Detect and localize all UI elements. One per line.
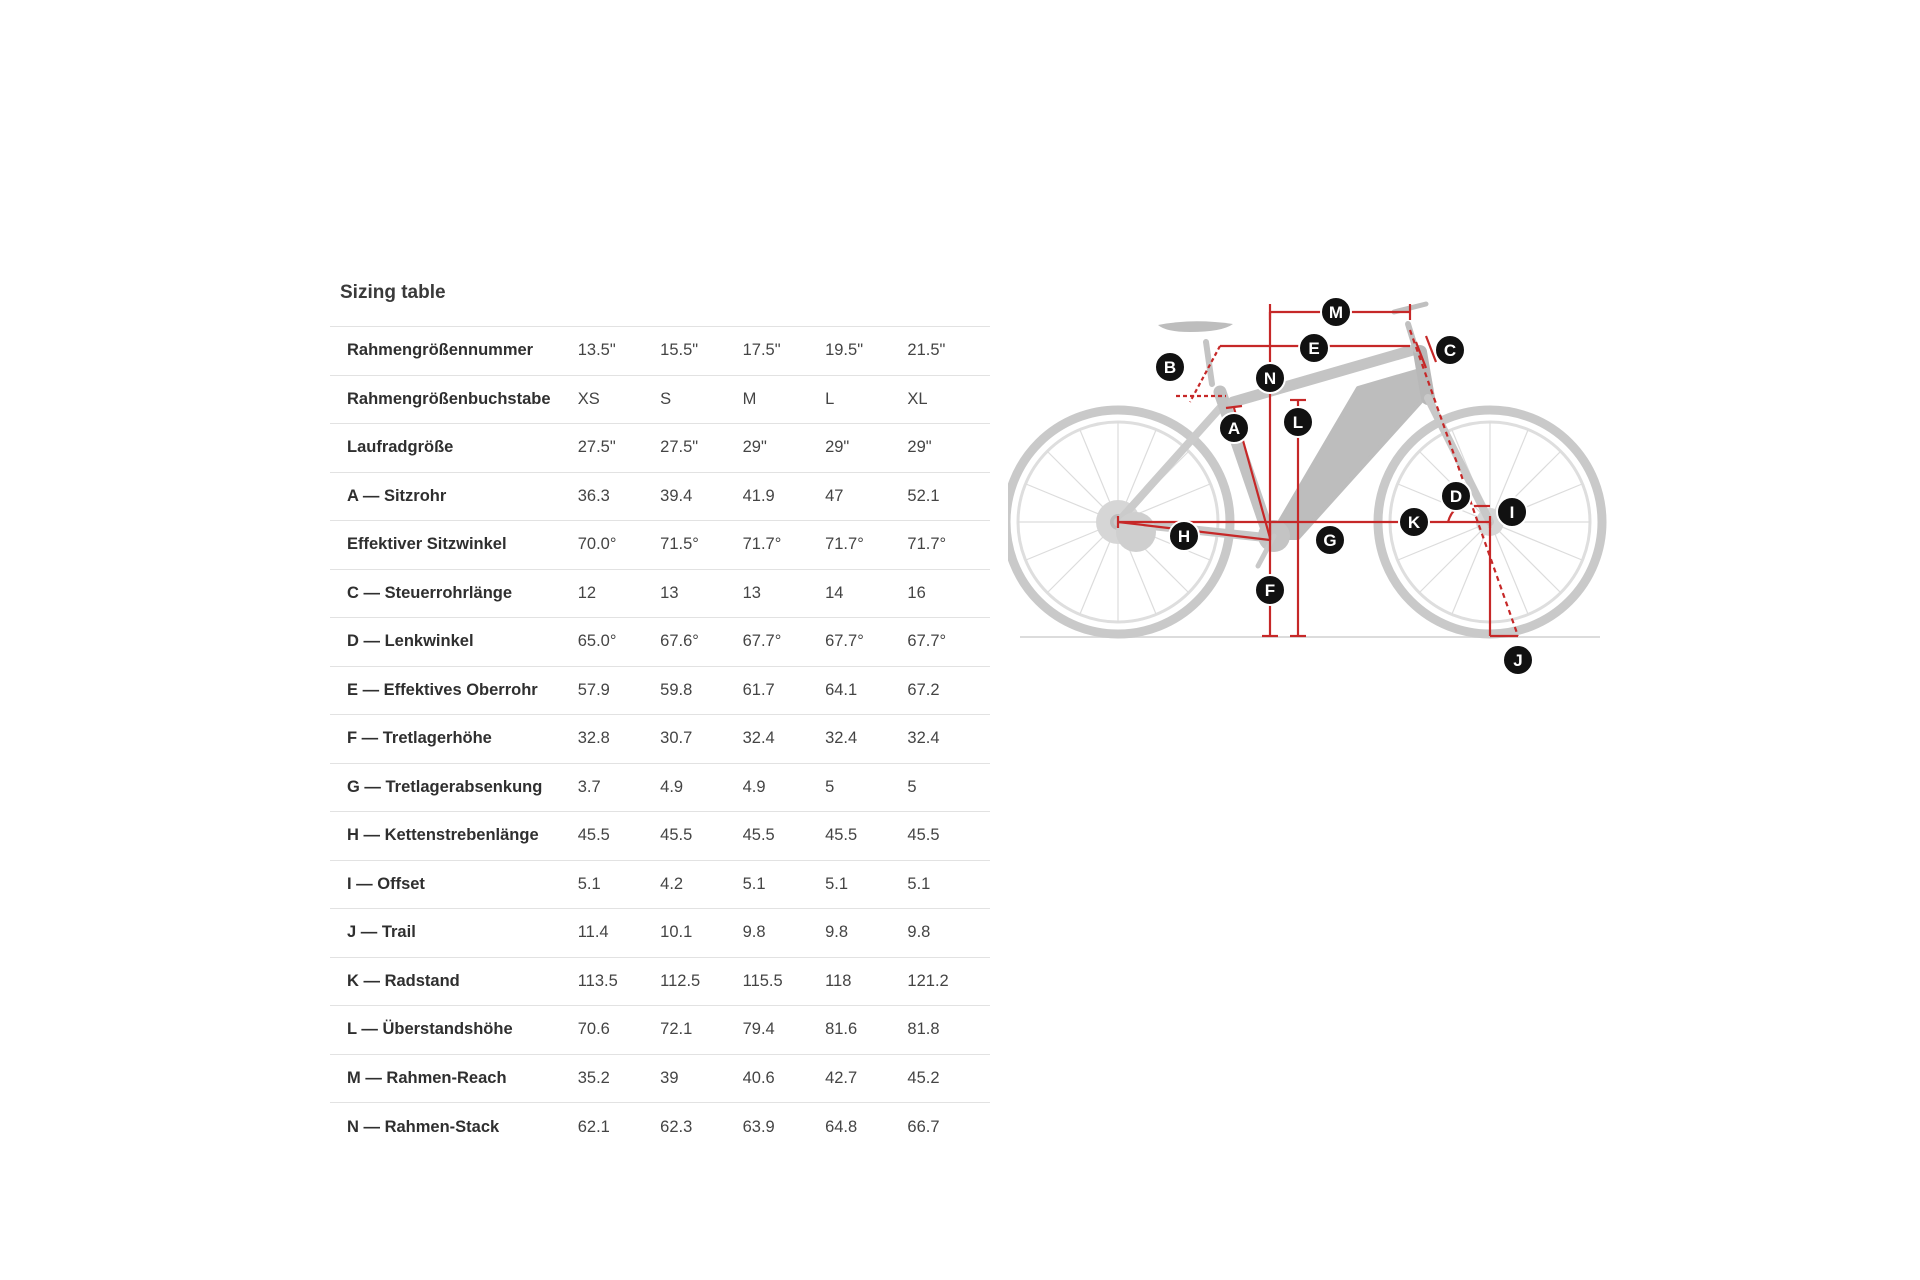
- table-row: [330, 618, 990, 667]
- row-label: I — Offset: [347, 874, 425, 893]
- marker-letter: K: [1407, 513, 1421, 532]
- cell-value: 39.4: [660, 486, 693, 505]
- sizing-table: [330, 326, 990, 1151]
- row-label: A — Sitzrohr: [347, 486, 447, 505]
- table-row: [330, 909, 990, 958]
- row-label: H — Kettenstrebenlänge: [347, 826, 539, 845]
- cell-value: 16: [907, 583, 926, 602]
- cell-value: 39: [660, 1068, 679, 1087]
- table-row: [330, 812, 990, 861]
- cell-value: 5.1: [907, 874, 931, 893]
- cell-value: M: [742, 389, 757, 408]
- cell-value: 5.1: [825, 874, 849, 893]
- marker-l: [1283, 407, 1313, 437]
- cell-value: 40.6: [742, 1068, 775, 1087]
- cell-value: 47: [825, 486, 844, 505]
- cell-value: 67.7°: [825, 632, 864, 651]
- marker-n: [1255, 363, 1285, 393]
- table-row: [330, 521, 990, 570]
- cell-value: 27.5": [577, 438, 616, 457]
- cell-value: 15.5": [660, 341, 699, 360]
- row-label: J — Trail: [347, 923, 416, 942]
- cell-value: 57.9: [577, 680, 610, 699]
- cell-value: 14: [825, 583, 844, 602]
- cell-value: 52.1: [907, 486, 940, 505]
- marker-b: [1155, 352, 1185, 382]
- table-row: [330, 472, 990, 521]
- marker-letter: A: [1227, 419, 1241, 438]
- row-label: N — Rahmen-Stack: [347, 1117, 500, 1136]
- cell-value: 67.2: [907, 680, 940, 699]
- cell-value: 45.5: [742, 826, 775, 845]
- cell-value: 59.8: [660, 680, 693, 699]
- cell-value: XS: [577, 389, 600, 408]
- cell-value: 32.4: [825, 729, 858, 748]
- table-row: [330, 666, 990, 715]
- row-label: Rahmengrößenbuchstabe: [347, 389, 551, 408]
- cell-value: 71.7°: [742, 535, 782, 554]
- row-label: Rahmengrößennummer: [347, 341, 534, 360]
- marker-f: [1255, 575, 1285, 605]
- cell-value: 36.3: [577, 486, 610, 505]
- marker-letter: M: [1328, 303, 1344, 322]
- cell-value: 19.5": [825, 341, 864, 360]
- row-label: C — Steuerrohrlänge: [347, 583, 513, 602]
- cell-value: L: [825, 389, 835, 408]
- marker-letter: L: [1292, 413, 1304, 432]
- cell-value: 72.1: [660, 1020, 693, 1039]
- cell-value: 11.4: [577, 923, 609, 942]
- marker-e: [1299, 333, 1329, 363]
- cell-value: 10.1: [660, 923, 693, 942]
- marker-letter: G: [1323, 531, 1337, 550]
- cell-value: 12: [577, 583, 597, 602]
- cell-value: 79.4: [742, 1020, 775, 1039]
- cell-value: 13.5": [577, 341, 616, 360]
- cell-value: 5: [825, 777, 835, 796]
- cell-value: 65.0°: [577, 632, 617, 651]
- cell-value: 81.6: [825, 1020, 858, 1039]
- cell-value: 42.7: [825, 1068, 858, 1087]
- cell-value: 61.7: [742, 680, 775, 699]
- marker-letter: N: [1263, 369, 1277, 388]
- table-row: [330, 860, 990, 909]
- cell-value: 115.5: [742, 971, 783, 990]
- row-label: Effektiver Sitzwinkel: [347, 535, 507, 554]
- cell-value: 81.8: [907, 1020, 940, 1039]
- cell-value: 45.5: [825, 826, 858, 845]
- cell-value: 118: [825, 971, 852, 990]
- cell-value: 112.5: [660, 971, 701, 990]
- row-label: E — Effektives Oberrohr: [347, 680, 538, 699]
- cell-value: 45.5: [907, 826, 940, 845]
- table-row: [330, 569, 990, 618]
- cell-value: S: [660, 389, 672, 408]
- table-row: [330, 957, 990, 1006]
- cell-value: 17.5": [742, 341, 781, 360]
- cell-value: 45.5: [577, 826, 610, 845]
- marker-letter: H: [1177, 527, 1191, 546]
- cell-value: 45.5: [660, 826, 693, 845]
- table-row: [330, 763, 990, 812]
- cell-value: 21.5": [907, 341, 946, 360]
- row-label: L — Überstandshöhe: [347, 1020, 513, 1039]
- marker-k: [1399, 507, 1429, 537]
- cell-value: 121.2: [907, 971, 949, 990]
- cell-value: 35.2: [577, 1068, 610, 1087]
- cell-value: 9.8: [742, 923, 766, 942]
- marker-i: [1497, 497, 1527, 527]
- table-row: [330, 327, 990, 376]
- marker-letter: I: [1509, 503, 1515, 522]
- cell-value: 67.7°: [907, 632, 947, 651]
- bike-geometry-svg: [1008, 290, 1608, 680]
- marker-letter: B: [1163, 358, 1177, 377]
- cell-value: 62.3: [660, 1117, 693, 1136]
- cell-value: 5.1: [742, 874, 766, 893]
- cell-value: 27.5": [660, 438, 699, 457]
- cell-value: 66.7: [907, 1117, 940, 1136]
- cell-value: 29": [907, 438, 932, 457]
- cell-value: 45.2: [907, 1068, 940, 1087]
- cell-value: 62.1: [577, 1117, 610, 1136]
- row-label: F — Tretlagerhöhe: [347, 729, 492, 748]
- marker-letter: F: [1264, 581, 1276, 600]
- cell-value: 13: [660, 583, 679, 602]
- marker-a: [1219, 413, 1249, 443]
- cell-value: 9.8: [825, 923, 849, 942]
- marker-letter: E: [1308, 339, 1320, 358]
- marker-g: [1315, 525, 1345, 555]
- cell-value: 4.2: [660, 874, 684, 893]
- cell-value: 71.7°: [825, 535, 864, 554]
- cell-value: 32.4: [742, 729, 775, 748]
- table-row: [330, 1054, 990, 1103]
- bike-geometry-diagram: [1008, 290, 1608, 680]
- cell-value: 4.9: [742, 777, 766, 796]
- cell-value: 29": [742, 438, 767, 457]
- table-title: Sizing table: [340, 282, 446, 303]
- cell-value: 32.8: [577, 729, 610, 748]
- cell-value: 71.5°: [660, 535, 699, 554]
- cell-value: 64.1: [825, 680, 858, 699]
- cell-value: 41.9: [742, 486, 775, 505]
- cell-value: 4.9: [660, 777, 684, 796]
- row-label: K — Radstand: [347, 971, 460, 990]
- cell-value: 13: [742, 583, 761, 602]
- marker-letter: D: [1449, 487, 1463, 506]
- cell-value: 67.7°: [742, 632, 782, 651]
- cell-value: 113.5: [577, 971, 618, 990]
- cell-value: 63.9: [742, 1117, 775, 1136]
- table-body: [330, 327, 990, 1152]
- row-label: G — Tretlagerabsenkung: [347, 777, 543, 796]
- table-row: [330, 375, 990, 424]
- marker-h: [1169, 521, 1199, 551]
- marker-d: [1441, 481, 1471, 511]
- cell-value: 5: [907, 777, 917, 796]
- table-row: [330, 715, 990, 764]
- marker-j: [1503, 645, 1533, 675]
- row-label: D — Lenkwinkel: [347, 632, 474, 651]
- cell-value: 71.7°: [907, 535, 947, 554]
- cell-value: XL: [907, 389, 928, 408]
- marker-m: [1321, 297, 1351, 327]
- table-row: [330, 1006, 990, 1055]
- cell-value: 70.6: [577, 1020, 610, 1039]
- cell-value: 67.6°: [660, 632, 699, 651]
- cell-value: 30.7: [660, 729, 693, 748]
- cell-value: 3.7: [577, 777, 601, 796]
- marker-letter: J: [1513, 651, 1523, 670]
- row-label: M — Rahmen-Reach: [347, 1068, 507, 1087]
- marker-letter: C: [1443, 341, 1457, 360]
- row-label: Laufradgröße: [347, 438, 454, 457]
- table-row: [330, 1103, 990, 1152]
- cell-value: 64.8: [825, 1117, 858, 1136]
- cell-value: 9.8: [907, 923, 931, 942]
- cell-value: 29": [825, 438, 850, 457]
- cell-value: 32.4: [907, 729, 940, 748]
- cell-value: 70.0°: [577, 535, 617, 554]
- cell-value: 5.1: [577, 874, 601, 893]
- table-row: [330, 424, 990, 473]
- marker-c: [1435, 335, 1465, 365]
